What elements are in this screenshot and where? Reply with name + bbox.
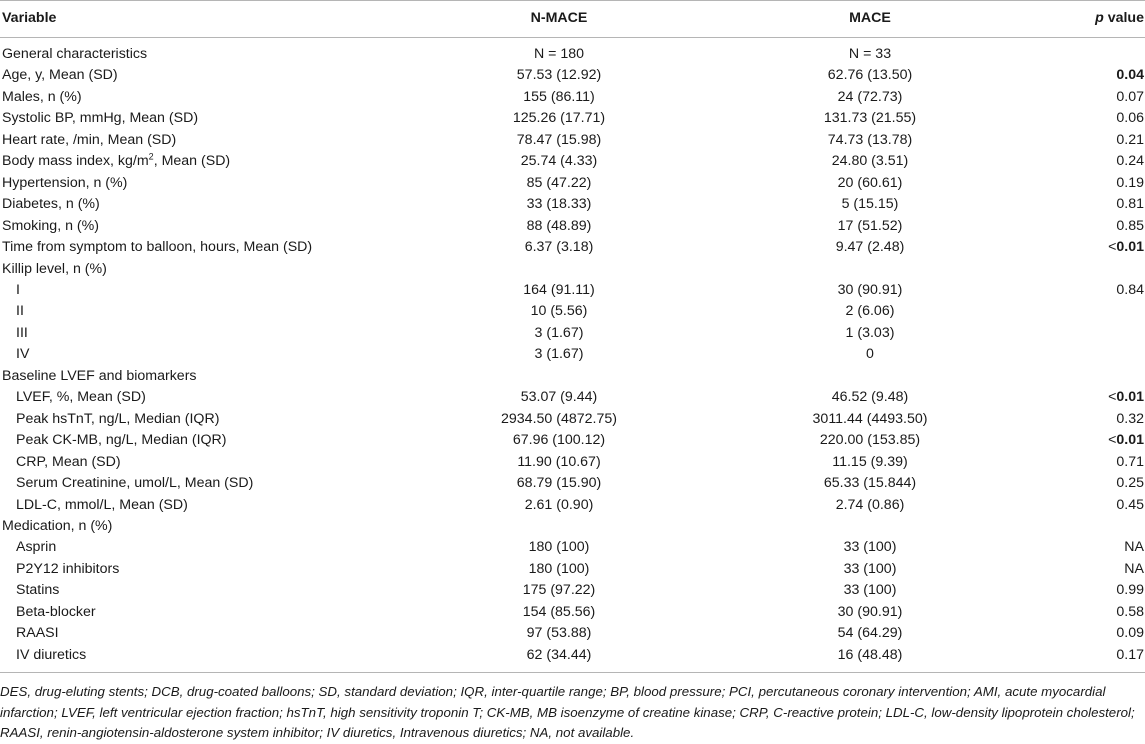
p-value: 0.85 — [1116, 217, 1144, 234]
cell-p-value — [1024, 409, 1145, 430]
cell-nmace: 10 (5.56) — [530, 303, 588, 320]
table-row — [0, 452, 1145, 473]
p-value: 0.17 — [1116, 646, 1144, 663]
table-row — [0, 430, 1145, 451]
cell-p-value — [1024, 65, 1145, 86]
cell-variable — [0, 645, 402, 673]
table-row — [0, 559, 1145, 580]
cell-p-value — [1024, 516, 1145, 537]
cell-variable — [0, 87, 402, 108]
cell-mace: 24.80 (3.51) — [831, 153, 909, 170]
table-row — [0, 602, 1145, 623]
cell-p-value — [1024, 387, 1145, 408]
cell-variable — [0, 130, 402, 151]
cell-variable — [0, 623, 402, 644]
p-value: 0.01 — [1116, 432, 1144, 449]
table-row — [0, 87, 1145, 108]
p-value: 0.25 — [1116, 475, 1144, 492]
variable-label-superscript: 2 — [148, 151, 154, 162]
variable-label: III — [16, 324, 28, 341]
cell-variable — [0, 259, 402, 280]
p-value-prefix: < — [1108, 389, 1117, 406]
table-row — [0, 387, 1145, 408]
cell-mace: 30 (90.91) — [837, 281, 903, 298]
cell-variable — [0, 366, 402, 387]
variable-label: Body mass index, kg/m — [2, 153, 149, 170]
cell-nmace: 180 (100) — [528, 560, 590, 577]
table-row — [0, 151, 1145, 172]
cell-variable — [0, 602, 402, 623]
table-row — [0, 409, 1145, 430]
variable-label: Peak hsTnT, ng/L, Median (IQR) — [16, 410, 220, 427]
table-row — [0, 344, 1145, 365]
variable-label: Heart rate, /min, Mean (SD) — [2, 131, 177, 148]
cell-mace: 54 (64.29) — [837, 625, 903, 642]
cell-p-value — [1024, 323, 1145, 344]
cell-p-value — [1024, 151, 1145, 172]
cell-nmace: 2934.50 (4872.75) — [501, 410, 617, 427]
cell-nmace: 3 (1.67) — [534, 346, 584, 363]
cell-p-value — [1024, 237, 1145, 258]
variable-label: Baseline LVEF and biomarkers — [2, 367, 197, 384]
p-value: NA — [1124, 560, 1144, 577]
variable-label-suffix: , Mean (SD) — [153, 153, 231, 170]
table-row — [0, 537, 1145, 558]
cell-variable — [0, 65, 402, 86]
variable-label: Killip level, n (%) — [2, 260, 107, 277]
cell-p-value — [1024, 108, 1145, 129]
cell-mace — [716, 259, 1024, 280]
variable-label: Statins — [16, 582, 60, 599]
variable-label: General characteristics — [2, 46, 148, 62]
cell-mace: 65.33 (15.844) — [823, 475, 917, 492]
p-value: 0.04 — [1116, 67, 1144, 84]
cell-nmace: 68.79 (15.90) — [516, 475, 602, 492]
variable-label: Systolic BP, mmHg, Mean (SD) — [2, 110, 199, 127]
table-body — [0, 38, 1145, 673]
cell-variable — [0, 38, 402, 66]
cell-nmace: 125.26 (17.71) — [512, 110, 606, 127]
cell-nmace — [402, 516, 716, 537]
cell-p-value — [1024, 38, 1145, 66]
cell-variable — [0, 409, 402, 430]
table-footnote: DES, drug-eluting stents; DCB, drug-coated balloons; SD, standard deviation; IQR, inter-quartile range; BP, blood pressure; PCI, percutaneous coronary intervention; AMI, acute myocardial infarction; LVEF, left ventricular ejection fraction; hsTnT, high sensitivity troponin T; CK-MB, MB isoenzyme of creatine kinase; CRP, C-reactive protein; LDL-C, low-density lipoprotein cholesterol; RAASI, renin-angiotensin-aldosterone system inhibitor; IV diuretics, Intravenous diuretics; NA, not available. — [0, 684, 1135, 740]
table-row — [0, 216, 1145, 237]
table-row — [0, 38, 1145, 66]
cell-variable — [0, 516, 402, 537]
variable-label: II — [16, 303, 24, 320]
variable-label: Hypertension, n (%) — [2, 174, 128, 191]
cell-p-value — [1024, 194, 1145, 215]
cell-mace: 11.15 (9.39) — [832, 453, 908, 470]
cell-nmace: 57.53 (12.92) — [516, 67, 602, 84]
cell-p-value — [1024, 216, 1145, 237]
p-value: 0.81 — [1116, 196, 1144, 213]
cell-variable — [0, 108, 402, 129]
cell-mace: 2 (6.06) — [845, 303, 895, 320]
cell-mace: 3011.44 (4493.50) — [812, 410, 928, 427]
variable-label: I — [16, 281, 20, 298]
cell-p-value — [1024, 537, 1145, 558]
cell-variable — [0, 537, 402, 558]
p-value: 0.01 — [1116, 389, 1144, 406]
table-row — [0, 65, 1145, 86]
variable-label: Smoking, n (%) — [2, 217, 99, 234]
cell-variable — [0, 344, 402, 365]
cell-p-value — [1024, 366, 1145, 387]
cell-nmace: 3 (1.67) — [534, 324, 584, 341]
p-value: 0.32 — [1116, 410, 1144, 427]
cell-mace: 16 (48.48) — [716, 645, 1024, 673]
cell-nmace: 85 (47.22) — [526, 174, 592, 191]
table-row — [0, 580, 1145, 601]
cell-variable — [0, 430, 402, 451]
cell-p-value — [1024, 173, 1145, 194]
cell-nmace: 78.47 (15.98) — [516, 131, 602, 148]
cell-mace: 17 (51.52) — [837, 217, 903, 234]
cell-nmace: 2.61 (0.90) — [524, 496, 594, 513]
cell-p-value — [1024, 495, 1145, 516]
cell-mace: 46.52 (9.48) — [831, 389, 909, 406]
variable-label: Asprin — [16, 539, 57, 556]
cell-variable — [0, 194, 402, 215]
cell-nmace: 11.90 (10.67) — [517, 453, 601, 470]
p-value: 0.07 — [1116, 88, 1144, 105]
variable-label: Age, y, Mean (SD) — [2, 67, 118, 84]
table-row — [0, 645, 1145, 673]
table-row — [0, 323, 1145, 344]
cell-p-value — [1024, 344, 1145, 365]
cell-nmace: 88 (48.89) — [526, 217, 592, 234]
cell-nmace: 62 (34.44) — [402, 645, 716, 673]
cell-mace: 30 (90.91) — [837, 603, 903, 620]
cell-p-value — [1024, 259, 1145, 280]
cell-nmace: 25.74 (4.33) — [520, 153, 598, 170]
cell-p-value — [1024, 87, 1145, 108]
cell-variable — [0, 473, 402, 494]
cell-nmace: N = 180 — [533, 46, 585, 62]
cell-variable — [0, 580, 402, 601]
cell-nmace: 97 (53.88) — [526, 625, 592, 642]
table-row — [0, 108, 1145, 129]
cell-nmace: 180 (100) — [528, 539, 590, 556]
table-row — [0, 495, 1145, 516]
cell-mace: 33 (100) — [843, 560, 897, 577]
table-row — [0, 473, 1145, 494]
table-header-row — [0, 1, 1145, 38]
header-p-italic: p — [1095, 10, 1104, 27]
variable-label: P2Y12 inhibitors — [16, 560, 120, 577]
cell-nmace: 154 (85.56) — [522, 603, 596, 620]
cell-mace: 0 — [866, 346, 874, 363]
cell-mace: 74.73 (13.78) — [827, 131, 913, 148]
cell-variable — [0, 280, 402, 301]
cell-variable — [0, 216, 402, 237]
p-value: 0.45 — [1116, 496, 1144, 513]
p-value-prefix: < — [1108, 432, 1117, 449]
cell-p-value — [1024, 130, 1145, 151]
variable-label: Males, n (%) — [2, 88, 82, 105]
cell-p-value — [1024, 473, 1145, 494]
cell-mace: 1 (3.03) — [845, 324, 895, 341]
header-variable: Variable — [0, 1, 402, 38]
cell-p-value — [1024, 301, 1145, 322]
p-value: 0.24 — [1116, 153, 1144, 170]
variable-label: Time from symptom to balloon, hours, Mean (SD) — [2, 239, 313, 256]
table-row — [0, 259, 1145, 280]
cell-p-value — [1024, 580, 1145, 601]
cell-mace: 20 (60.61) — [837, 174, 903, 191]
cell-mace: 33 (100) — [843, 582, 897, 599]
cell-mace: 24 (72.73) — [837, 88, 903, 105]
cell-p-value — [1024, 430, 1145, 451]
p-value: 0.19 — [1116, 174, 1144, 191]
table-row — [0, 280, 1145, 301]
cell-p-value — [1024, 559, 1145, 580]
cell-variable — [0, 559, 402, 580]
p-value: 0.21 — [1116, 131, 1144, 148]
p-value: 0.71 — [1116, 453, 1144, 470]
p-value: 0.99 — [1116, 582, 1144, 599]
table-row — [0, 173, 1145, 194]
cell-p-value — [1024, 452, 1145, 473]
variable-label: Peak CK-MB, ng/L, Median (IQR) — [16, 432, 227, 449]
variable-label: Diabetes, n (%) — [2, 196, 100, 213]
header-nmace: N-MACE — [402, 1, 716, 38]
cell-variable — [0, 173, 402, 194]
cell-nmace: 67.96 (100.12) — [512, 432, 606, 449]
header-mace: MACE — [716, 1, 1024, 38]
variable-label: LDL-C, mmol/L, Mean (SD) — [16, 496, 188, 513]
p-value: 0.84 — [1116, 281, 1144, 298]
cell-mace: 2.74 (0.86) — [835, 496, 905, 513]
variable-label: CRP, Mean (SD) — [16, 453, 121, 470]
variable-label: Beta-blocker — [16, 603, 96, 620]
table-row — [0, 366, 1145, 387]
cell-mace — [716, 366, 1024, 387]
cell-variable — [0, 495, 402, 516]
cell-p-value — [1024, 280, 1145, 301]
cell-variable — [0, 323, 402, 344]
table-row — [0, 516, 1145, 537]
variable-label: Medication, n (%) — [2, 517, 113, 534]
cell-mace — [716, 516, 1024, 537]
variable-label: RAASI — [16, 625, 59, 642]
p-value: 0.06 — [1116, 110, 1144, 127]
table-row — [0, 623, 1145, 644]
variable-label: LVEF, %, Mean (SD) — [16, 389, 146, 406]
variable-label: IV diuretics — [16, 646, 87, 663]
cell-nmace: 53.07 (9.44) — [520, 389, 598, 406]
cell-nmace: 155 (86.11) — [523, 88, 595, 105]
cell-variable — [0, 387, 402, 408]
cell-mace: 131.73 (21.55) — [823, 110, 917, 127]
cell-nmace: 175 (97.22) — [522, 582, 596, 599]
cell-variable — [0, 452, 402, 473]
variable-label: Serum Creatinine, umol/L, Mean (SD) — [16, 475, 254, 492]
header-p-rest: value — [1103, 10, 1144, 27]
p-value: 0.01 — [1116, 239, 1144, 256]
cell-mace: 9.47 (2.48) — [835, 239, 905, 256]
table-row — [0, 194, 1145, 215]
header-p-value — [1024, 1, 1145, 38]
cell-variable — [0, 237, 402, 258]
cell-mace: 62.76 (13.50) — [827, 67, 913, 84]
cell-nmace: 164 (91.11) — [523, 281, 595, 298]
cell-p-value — [1024, 645, 1145, 673]
cell-mace: N = 33 — [848, 46, 892, 62]
cell-nmace — [402, 366, 716, 387]
cell-variable — [0, 301, 402, 322]
cell-mace: 33 (100) — [843, 539, 897, 556]
p-value: 0.58 — [1116, 603, 1144, 620]
table-row — [0, 130, 1145, 151]
cell-p-value — [1024, 623, 1145, 644]
cell-nmace — [402, 259, 716, 280]
table-row — [0, 237, 1145, 258]
cell-nmace: 33 (18.33) — [526, 196, 592, 213]
p-value: 0.09 — [1116, 625, 1144, 642]
cell-mace: 220.00 (153.85) — [819, 432, 921, 449]
cell-variable — [0, 151, 402, 172]
table-row — [0, 301, 1145, 322]
cell-nmace: 6.37 (3.18) — [524, 239, 594, 256]
cell-p-value — [1024, 602, 1145, 623]
cell-mace: 5 (15.15) — [841, 196, 899, 213]
p-value-prefix: < — [1108, 239, 1117, 256]
variable-label: IV — [16, 346, 30, 363]
p-value: NA — [1124, 539, 1144, 556]
